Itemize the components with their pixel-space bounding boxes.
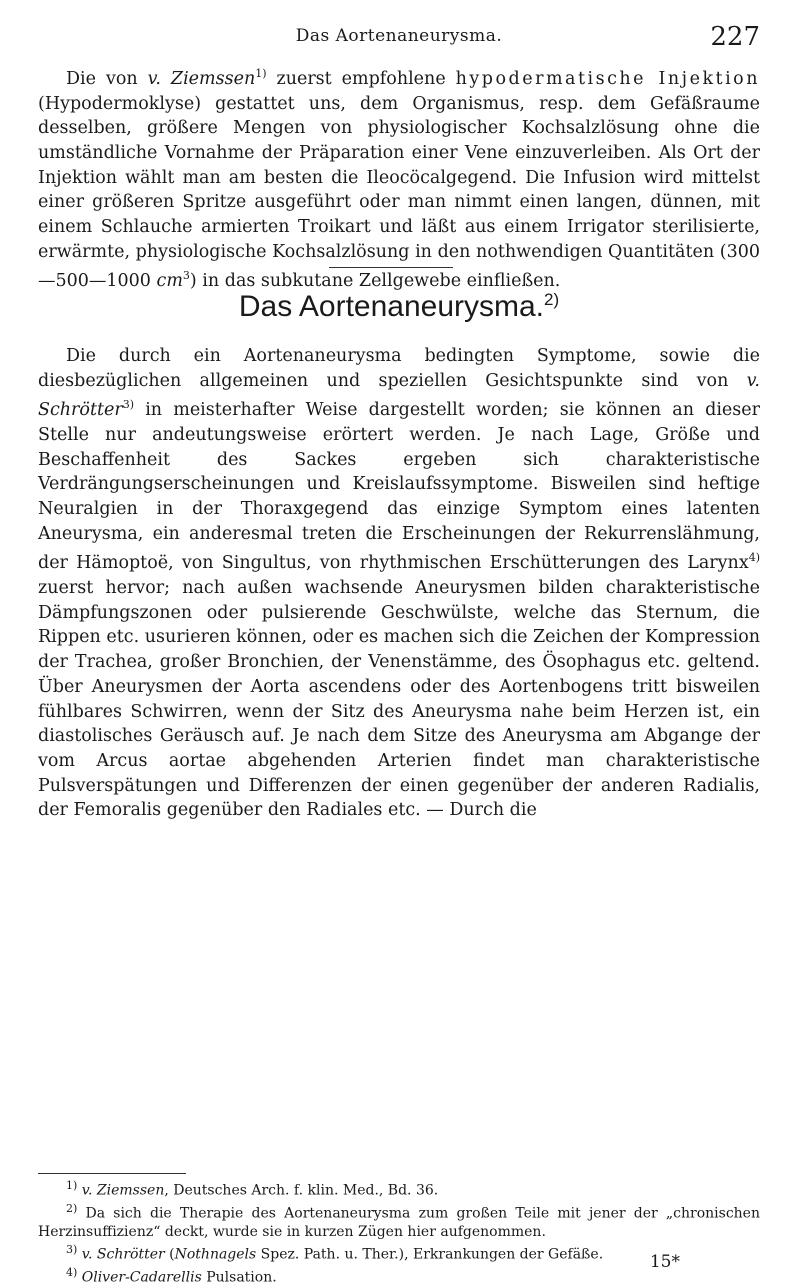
footnote-ref: 1): [255, 67, 267, 80]
footnote-work: Nothnagels: [174, 1246, 257, 1263]
spaced-term: hypodermatische Injektion: [455, 68, 760, 89]
footnote-mark: 1): [66, 1179, 78, 1192]
section-heading-text: Das Aortenaneurysma.: [238, 290, 545, 323]
author-name: v. Ziemssen: [147, 68, 256, 89]
text-run: zuerst hervor; nach außen wachsende Aneurysmen bilden charakteristische Dämpfungszonen oder pulsierende Geschwülste, welche das Sternum, die Rippen etc. usurieren können, oder es machen sich die Zeichen der Kompression der Trachea, großer Bronchien, der Venenstämme, des Ösophagus etc. geltend. Über Aneurysmen der Aorta ascendens oder des Aortenbogens tritt bisweilen fühlbares Schwirren, wenn der Sitz des Aneurysma nahe beim Herzen ist, ein diastolisches Geräusch auf. Je nach dem Sitze des Aneurysma am Abgange der vom Arcus aortae abgehenden Arterien findet man charakteristische Pulsverspätungen und Differenzen der einen gegenüber der anderen Radialis, der Femoralis gegenüber den Radiales etc. — Durch die: [38, 577, 760, 821]
text-run: Die von: [66, 68, 148, 89]
paragraph-hypodermoklyse: [38, 62, 760, 294]
page-number: 227: [710, 22, 760, 52]
footnote-rule: [38, 1173, 186, 1174]
footnote-ref: 3): [122, 398, 135, 412]
footnote-mark: 4): [66, 1265, 78, 1279]
footnote-ref: 4): [748, 551, 760, 565]
text-run: Die durch ein Aortenaneurysma bedingten Symptome, sowie die diesbezüglichen allgemeinen und speziellen Gesichtspunkte sind von: [38, 346, 760, 391]
footnote-ref: 2): [544, 290, 560, 309]
footnote-1: [38, 1177, 760, 1200]
sheet-signature: 15*: [649, 1252, 680, 1272]
section-divider: [329, 267, 453, 268]
text-run: ) in das subkutane Zellgewebe einfließen.: [189, 271, 561, 292]
footnote-author: v. Schrötter: [81, 1246, 165, 1263]
footnote-author: Oliver-Cadarellis: [81, 1269, 202, 1286]
running-head: [38, 22, 760, 52]
footnote-author: v. Ziemssen: [81, 1182, 165, 1199]
paragraph-aneurysma: [38, 344, 760, 823]
footnote-text: (: [164, 1246, 175, 1263]
footnote-text: Da sich die Therapie des Aortenaneurysma zum großen Teile mit jener der „chronischen Herzinsuffizienz“ deckt, wurde sie in kurzen Zügen hier aufgenommen.: [38, 1205, 760, 1240]
footnote-text: Spez. Path. u. Ther.), Erkrankungen der Gefäße.: [256, 1246, 604, 1263]
section-heading: [38, 290, 760, 324]
footnote-text: , Deutsches Arch. f. klin. Med., Bd. 36.: [164, 1182, 439, 1199]
author-name: v. Schrötter: [38, 370, 760, 421]
footnote-mark: 3): [66, 1242, 78, 1256]
unit: cm: [156, 271, 183, 292]
footnote-text: Pulsation.: [201, 1269, 277, 1286]
text-run: (Hypodermoklyse) gestattet uns, dem Organismus, resp. dem Gefäßraume desselben, größere Mengen von physiologischer Kochsalzlösung ohne die umständliche Vornahme der Präparation einer Vene einzuverleiben. Als Ort der Injektion wählt man am besten die Ileocöcalgegend. Die Infusion wird mittelst einer größeren Spritze ausgeführt oder man nimmt einen langen, dünnen, mit einem Schlauche armierten Troikart und läßt aus einem Irrigator sterilisierte, erwärmte, physiologische Kochsalzlösung in den nothwendigen Quantitäten (300—500—1000: [38, 93, 760, 292]
unit-exponent: 3: [182, 269, 190, 283]
text-run: zuerst empfohlene: [266, 68, 456, 89]
footnote-2: [38, 1200, 760, 1241]
running-title: Das Aortenaneurysma.: [295, 26, 503, 46]
book-page: [38, 0, 760, 1286]
text-run: in meisterhafter Weise dargestellt worden; sie können an dieser Stelle nur andeutungsweise erörtert werden. Je nach Lage, Größe und Beschaffenheit des Sackes ergeben sich charakteristische Verdrängungserscheinungen und Kreislaufssymptome. Bisweilen sind heftige Neuralgien in der Thoraxgegend das einzige Symptom eines latenten Aneurysma, ein anderesmal treten die Erscheinungen der Rekurrenslähmung, der Hämoptoë, von Singultus, von rhythmischen Erschütterungen des Larynx: [38, 400, 760, 574]
footnote-mark: 2): [66, 1201, 78, 1215]
